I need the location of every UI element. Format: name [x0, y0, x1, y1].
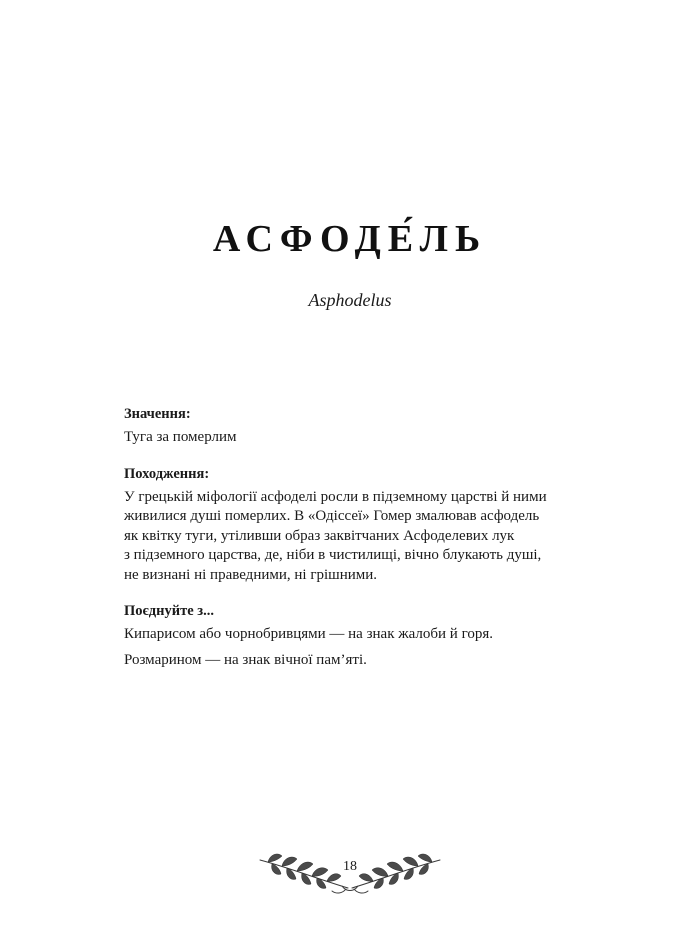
content-area: [124, 404, 594, 683]
pairing-line: Розмарином — на знак вічної пам’яті.: [124, 651, 367, 668]
page-footer: [250, 846, 450, 896]
meaning-section: [124, 404, 594, 448]
latin-name: Asphodelus: [308, 290, 392, 310]
origin-line: з підземного царства, де, ніби в чистилищі, вічно блукають душі,: [124, 547, 542, 563]
origin-line: живилися душі померлих. В «Одіссеї» Гомер змалював асфодель: [124, 508, 540, 524]
origin-line: не визнані ні праведними, ні грішними.: [124, 566, 378, 583]
pairing-section: [124, 601, 594, 670]
meaning-heading: Значення:: [124, 406, 191, 422]
meaning-text: Туга за померлим: [124, 429, 237, 445]
origin-heading: Походження:: [124, 465, 210, 482]
origin-section: [124, 464, 594, 586]
pairing-line: Кипарисом або чорнобривцями — на знак жалоби й горя.: [124, 626, 493, 642]
origin-line: У грецькій міфології асфоделі росли в підземному царстві й ними: [124, 488, 547, 505]
origin-line: як квітку туги, утіливши образ заквітчаних Асфоделевих лук: [124, 527, 515, 544]
pairing-heading: Поєднуйте з...: [124, 603, 214, 619]
page-title: АСФОДЕ́ЛЬ: [212, 218, 488, 260]
origin-text: [124, 488, 594, 586]
page-number: 18: [343, 859, 357, 874]
